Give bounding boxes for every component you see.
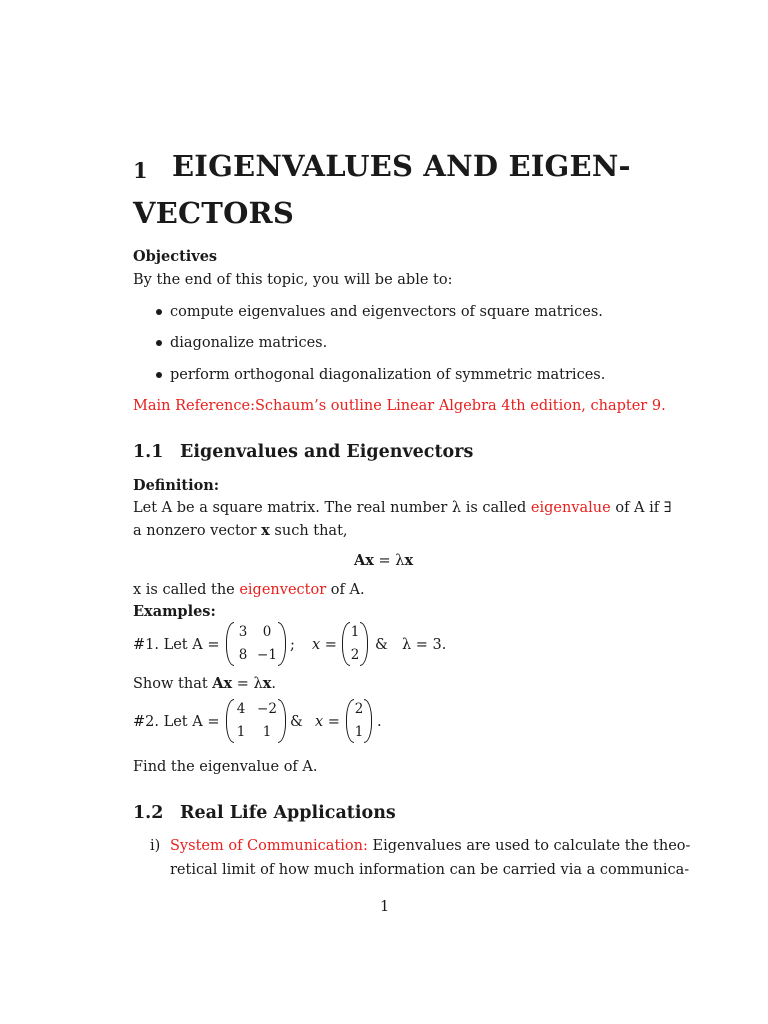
application-item-line2: retical limit of how much information can be carried via a communica- — [170, 862, 690, 878]
examples-heading: Examples: — [133, 603, 216, 620]
subsection-title: Real Life Applications — [180, 803, 396, 823]
example1-matrix: 3 0 8 −1 — [226, 622, 286, 666]
show-that-line: Show that Ax = λx. — [133, 675, 277, 692]
eigenvector-definition: x is called the eigenvector of A. — [133, 582, 365, 598]
application-item-line1: System of Communication: Eigenvalues are used to calculate the theo- — [170, 838, 691, 854]
objective-item: compute eigenvalues and eigenvectors of square matrices. — [170, 304, 603, 320]
eigenvalue-term: eigenvalue — [530, 500, 611, 516]
example2-x-label: x = — [315, 714, 340, 730]
section-number: 1 — [133, 158, 148, 183]
eigenvector-term: eigenvector — [239, 582, 327, 598]
section-title-line1: EIGENVALUES AND EIGEN- — [172, 149, 631, 183]
definition-line2: a nonzero vector x such that, — [133, 522, 348, 539]
objective-item: diagonalize matrices. — [170, 335, 328, 351]
application-term: System of Communication: — [170, 838, 368, 854]
objective-item: perform orthogonal diagonalization of symmetric matrices. — [170, 367, 606, 383]
find-eigenvalue-line: Find the eigenvalue of A. — [133, 759, 318, 775]
example2-matrix: 4 −2 1 1 — [226, 699, 286, 743]
section-title-line2: VECTORS — [133, 196, 294, 230]
example1-label: #1. Let A = — [133, 637, 220, 653]
example2-ampersand: & — [290, 714, 303, 730]
example1-separator: ; — [290, 637, 295, 653]
page-number: 1 — [380, 899, 390, 915]
example1-vector: 1 2 — [342, 622, 368, 666]
example1-x-label: x = — [312, 637, 337, 653]
example2-vector: 2 1 — [346, 699, 372, 743]
objectives-heading: Objectives — [133, 248, 218, 265]
example2-period: . — [377, 714, 382, 730]
example1-ampersand: & — [375, 637, 388, 653]
subsection-title: Eigenvalues and Eigenvectors — [180, 442, 474, 462]
application-item-label: i) — [150, 838, 161, 854]
eigen-equation: Ax = λx — [354, 552, 414, 569]
example1-lambda: λ = 3. — [402, 637, 447, 653]
bullet-dot — [156, 309, 162, 315]
subsection-number: 1.2 — [133, 803, 164, 823]
objectives-intro: By the end of this topic, you will be able to: — [133, 272, 453, 288]
subsection-number: 1.1 — [133, 442, 164, 462]
main-reference: Main Reference:Schaum’s outline Linear Algebra 4th edition, chapter 9. — [133, 398, 666, 414]
example2-label: #2. Let A = — [133, 714, 220, 730]
bullet-dot — [156, 340, 162, 346]
definition-heading: Definition: — [133, 477, 220, 494]
bullet-dot — [156, 372, 162, 378]
definition-line1: Let A be a square matrix. The real number λ is called eigenvalue of A if ∃ — [133, 500, 672, 516]
